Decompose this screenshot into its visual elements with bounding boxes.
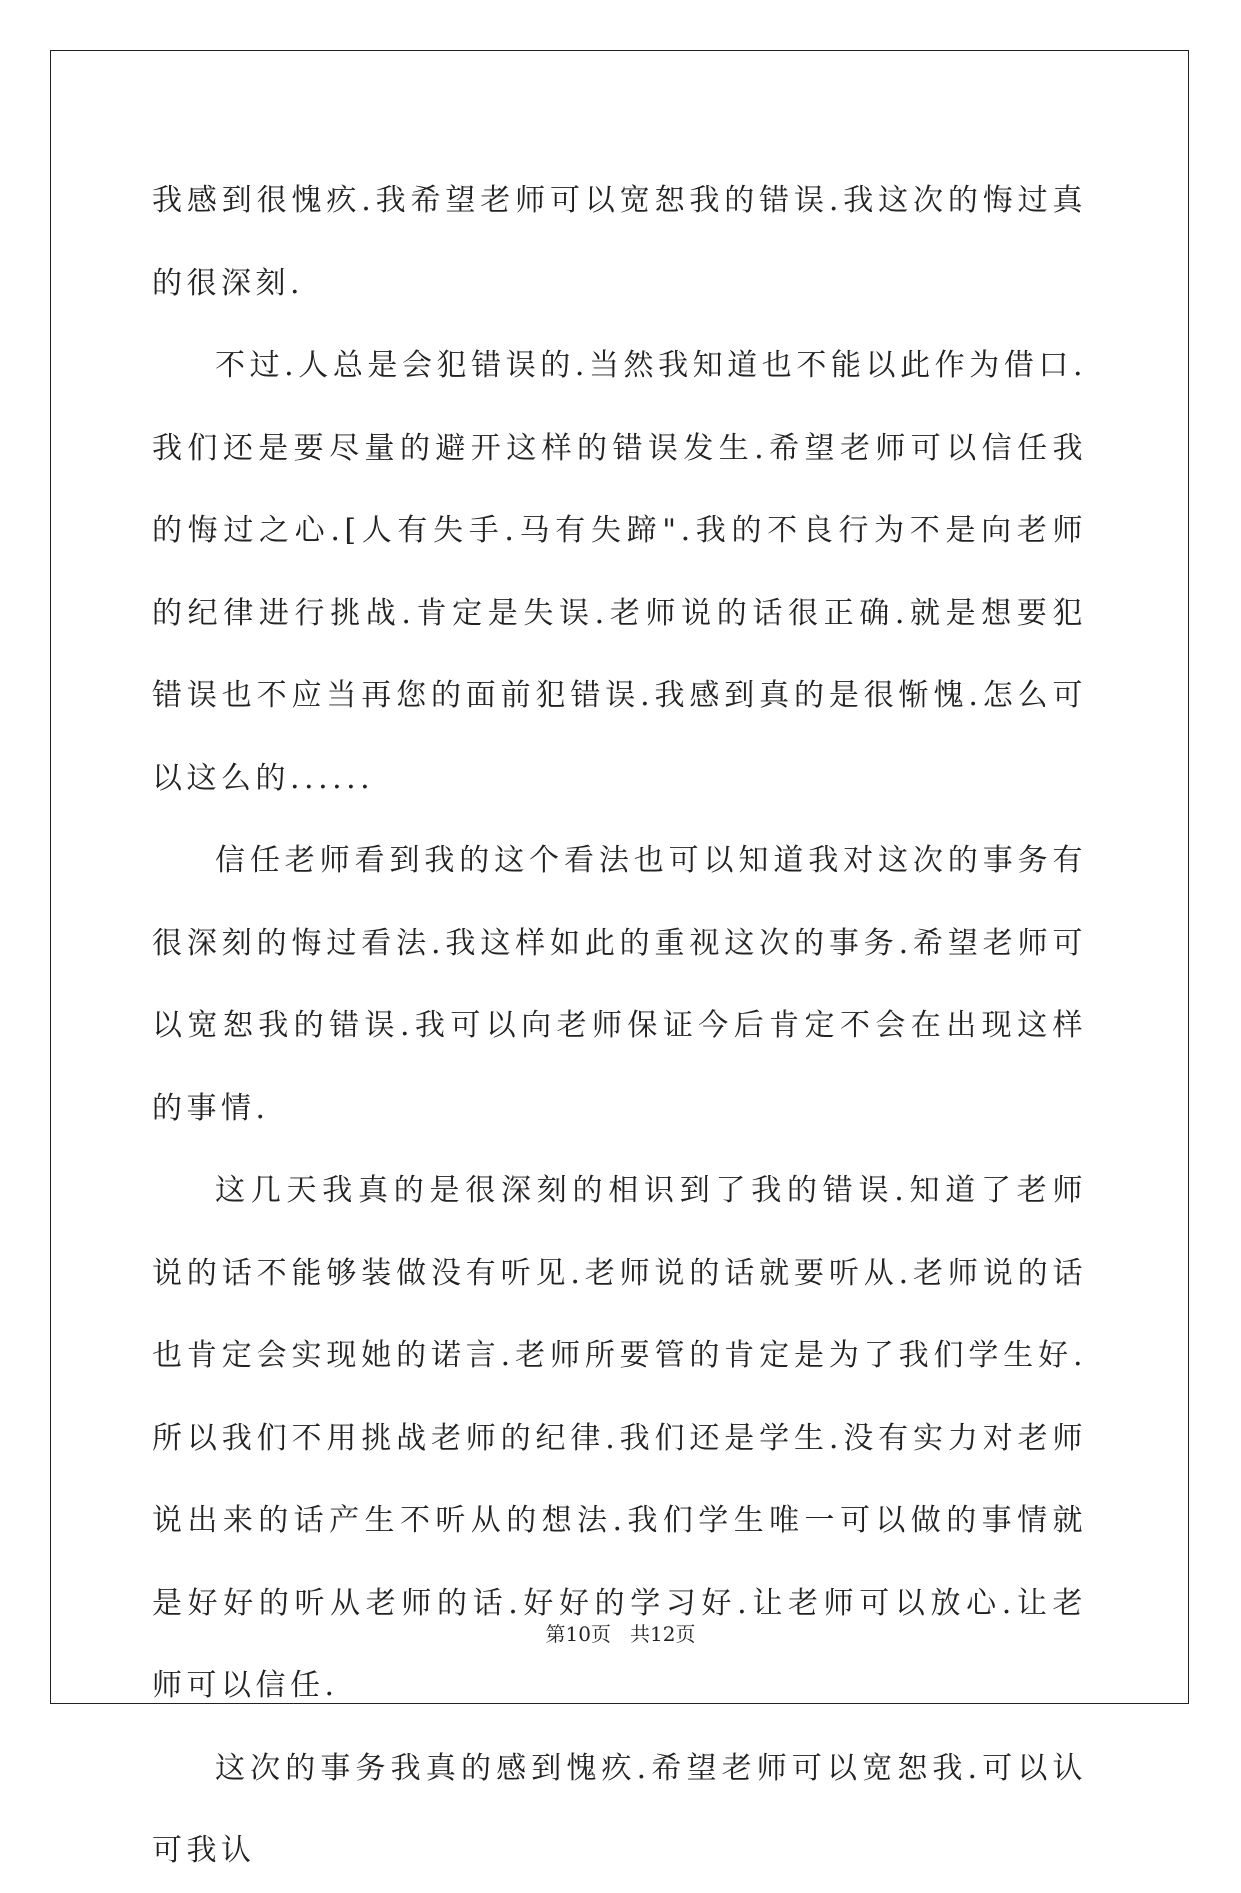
page-footer [0, 1618, 1241, 1647]
paragraph-4: 这几天我真的是很深刻的相识到了我的错误.知道了老师说的话不能够装做没有听见.老师说的话就要听从.老师说的话也肯定会实现她的诺言.老师所要管的肯定是为了我们学生好.所以我们不用挑战老师的纪律.我们还是学生.没有实力对老师说出来的话产生不听从的想法.我们学生唯一可以做的事情就是好好的听从老师的话.好好的学习好.让老师可以放心.让老师可以信任. [152, 1173, 1087, 1703]
paragraph-3: 信任老师看到我的这个看法也可以知道我对这次的事务有很深刻的悔过看法.我这样如此的重视这次的事务.希望老师可以宽恕我的错误.我可以向老师保证今后肯定不会在出现这样的事情. [152, 843, 1087, 1126]
page-number: 第10页 [545, 1622, 611, 1646]
page-total: 共12页 [630, 1622, 696, 1646]
paragraph-2: 不过.人总是会犯错误的.当然我知道也不能以此作为借口.我们还是要尽量的避开这样的错误发生.希望老师可以信任我的悔过之心.[人有失手.马有失蹄".我的不良行为不是向老师的纪律进行挑战.肯定是失误.老师说的话很正确.就是想要犯错误也不应当再您的面前犯错误.我感到真的是很惭愧.怎么可以这么的...... [152, 348, 1087, 796]
paragraph-1: 我感到很愧疚.我希望老师可以宽恕我的错误.我这次的悔过真的很深刻. [152, 183, 1087, 301]
footer-gap [611, 1622, 630, 1646]
paragraph-5: 这次的事务我真的感到愧疚.希望老师可以宽恕我.可以认可我认 [152, 1750, 1087, 1868]
